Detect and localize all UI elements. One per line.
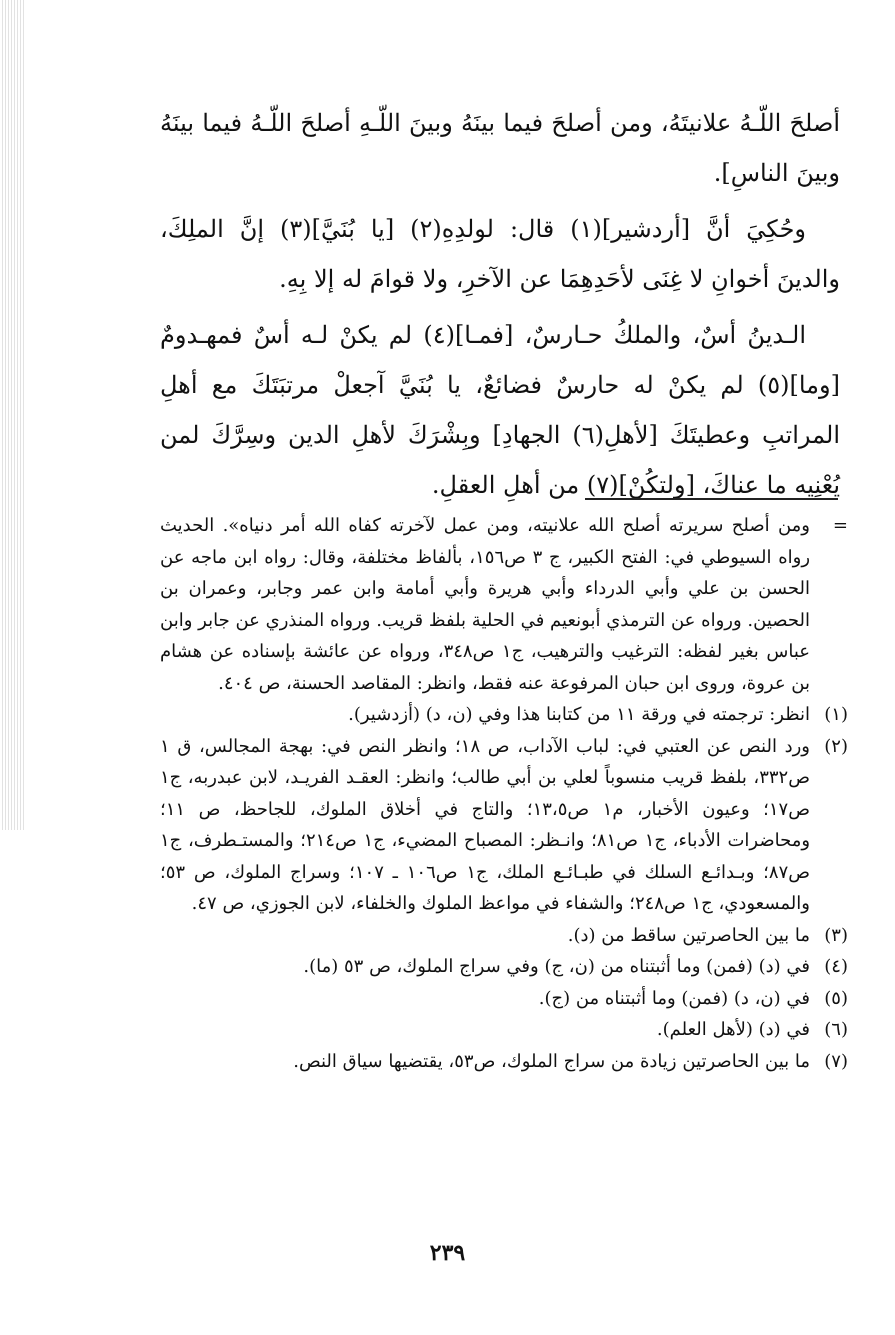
footnote-text: ومن أصلح سريرته أصلح الله علانيته، ومن عمل لآخرته كفاه الله أمر دنياه». الحديث رواه السيوطي في: الفتح الكبير، ج ٣ ص١٥٦، بألفاظ مختلفة، وقال: رواه ابن ماجه عن الحسن بن علي وأبي الدرداء وأبي هريرة وأبي أمامة وابن عمر وجابر، وعمران بن الحصين. ورواه عن الترمذي أبونعيم في الحلية بلفظ قريب. ورواه المنذري عن جابر وابن عباس بغير لفظه: الترغيب والترهيب، ج١ ص٣٤٨، ورواه عن عائشة بإسناده عن هشام بن عروة، وروى ابن حبان المرفوعة عنه فقط، وانظر: المقاصد الحسنة، ص ٤٠٤. xyxy=(160,515,811,694)
footnote-text: ما بين الحاصرتين ساقط من (د). xyxy=(567,924,810,946)
footnote-marker: (٣) xyxy=(824,924,848,946)
main-text xyxy=(160,98,840,516)
main-paragraph: أصلحَ اللّـهُ علانيتَهُ، ومن أصلحَ فيما بينَهُ وبينَ اللّـهِ أصلحَ اللّـهُ فيما بينَهُ وبينَ الناسِ]. xyxy=(160,109,840,187)
footnote-6 xyxy=(160,1014,848,1046)
scan-edge-shadow xyxy=(0,0,26,830)
footnote-3 xyxy=(160,920,848,952)
footnote-marker: (٤) xyxy=(824,956,848,977)
footnote-1 xyxy=(160,699,848,731)
footnote-marker: (٥) xyxy=(824,987,848,1009)
footnote-text: في (د) (فمن) وما أثبتناه من (ن، ج) وفي سراج الملوك، ص ٥٣ (ما). xyxy=(303,956,810,977)
footnote-text: في (د) (لأهل العلم). xyxy=(656,1019,810,1040)
footnote-marker: = xyxy=(832,515,848,536)
footnote-7 xyxy=(160,1046,848,1078)
footnote-2 xyxy=(160,731,848,920)
footnote-continuation xyxy=(160,510,848,699)
footnote-marker: (١) xyxy=(824,704,848,725)
footnote-marker: (٢) xyxy=(824,735,848,757)
footnote-4 xyxy=(160,951,848,983)
footnote-text: ورد النص عن العتبي في: لباب الآداب، ص ١٨؛ وانظر النص في: بهجة المجالس، ق ١ ص٣٣٢، بلفظ قريب منسوباً لعلي بن أبي طالب؛ وانظر: العقـد الفريـد، لابن عبدربه، ج١ ص١٧؛ وعيون الأخبار، م١ ص١٣،٥؛ والتاج في أخلاق الملوك، للجاحظ، ص ١١؛ ومحاضرات الأدباء، ج١ ص٨١؛ وانـظر: المصباح المضيء، ج١ ص٢١٤؛ والمستـطرف، ج١ ص٨٧؛ وبـدائـع السلك في طبـائـع الملك، ج١ ص١٠٦ ـ ١٠٧؛ وسراج الملوك، ص ٥٣؛ والمسعودي، ج١ ص٢٤٨؛ والشفاء في مواعظ الملوك والخلفاء، لابن الجوزي، ص ٤٧. xyxy=(160,735,811,914)
footnotes xyxy=(160,510,848,1077)
footnote-text: ما بين الحاصرتين زيادة من سراج الملوك، ص٥٣، يقتضيها سياق النص. xyxy=(293,1050,810,1072)
footnote-text: انظر: ترجمته في ورقة ١١ من كتابنا هذا وفي (ن، د) (أزدشير). xyxy=(348,704,810,725)
footnote-separator xyxy=(585,498,838,500)
footnote-marker: (٧) xyxy=(824,1050,848,1072)
footnote-text: في (ن، د) (فمن) وما أثبتناه من (ج). xyxy=(538,987,810,1009)
footnote-5 xyxy=(160,983,848,1015)
main-paragraph: الـدينُ أسٌ، والملكُ حـارسٌ، [فمـا](٤) لم يكنْ لـه أسٌ فمهـدومٌ [وما](٥) لم يكنْ له حارسٌ فضائعٌ، يا بُنَيَّ آجعلْ مرتبَتَكَ مع أهلِ المراتبِ وعطيتَكَ [لأهلِ(٦) الجهادِ] وبِشْرَكَ لأهلِ الدين وسِرَّكَ لمن يُعْنِيه ما عناكَ، [ولتكُنْ](٧) من أهلِ العقلِ. xyxy=(160,321,840,499)
main-paragraph: وحُكِيَ أنَّ [أردشير](١) قال: لولدِهِ(٢) [يا بُنَيَّ](٣) إنَّ الملِكَ، والدينَ أخوانِ لا غِنَى لأحَدِهِمَا عن الآخرِ، ولا قوامَ له إلا بِهِ. xyxy=(160,215,840,293)
page-number: ٢٣٩ xyxy=(429,1240,466,1266)
footnote-marker: (٦) xyxy=(824,1019,848,1040)
